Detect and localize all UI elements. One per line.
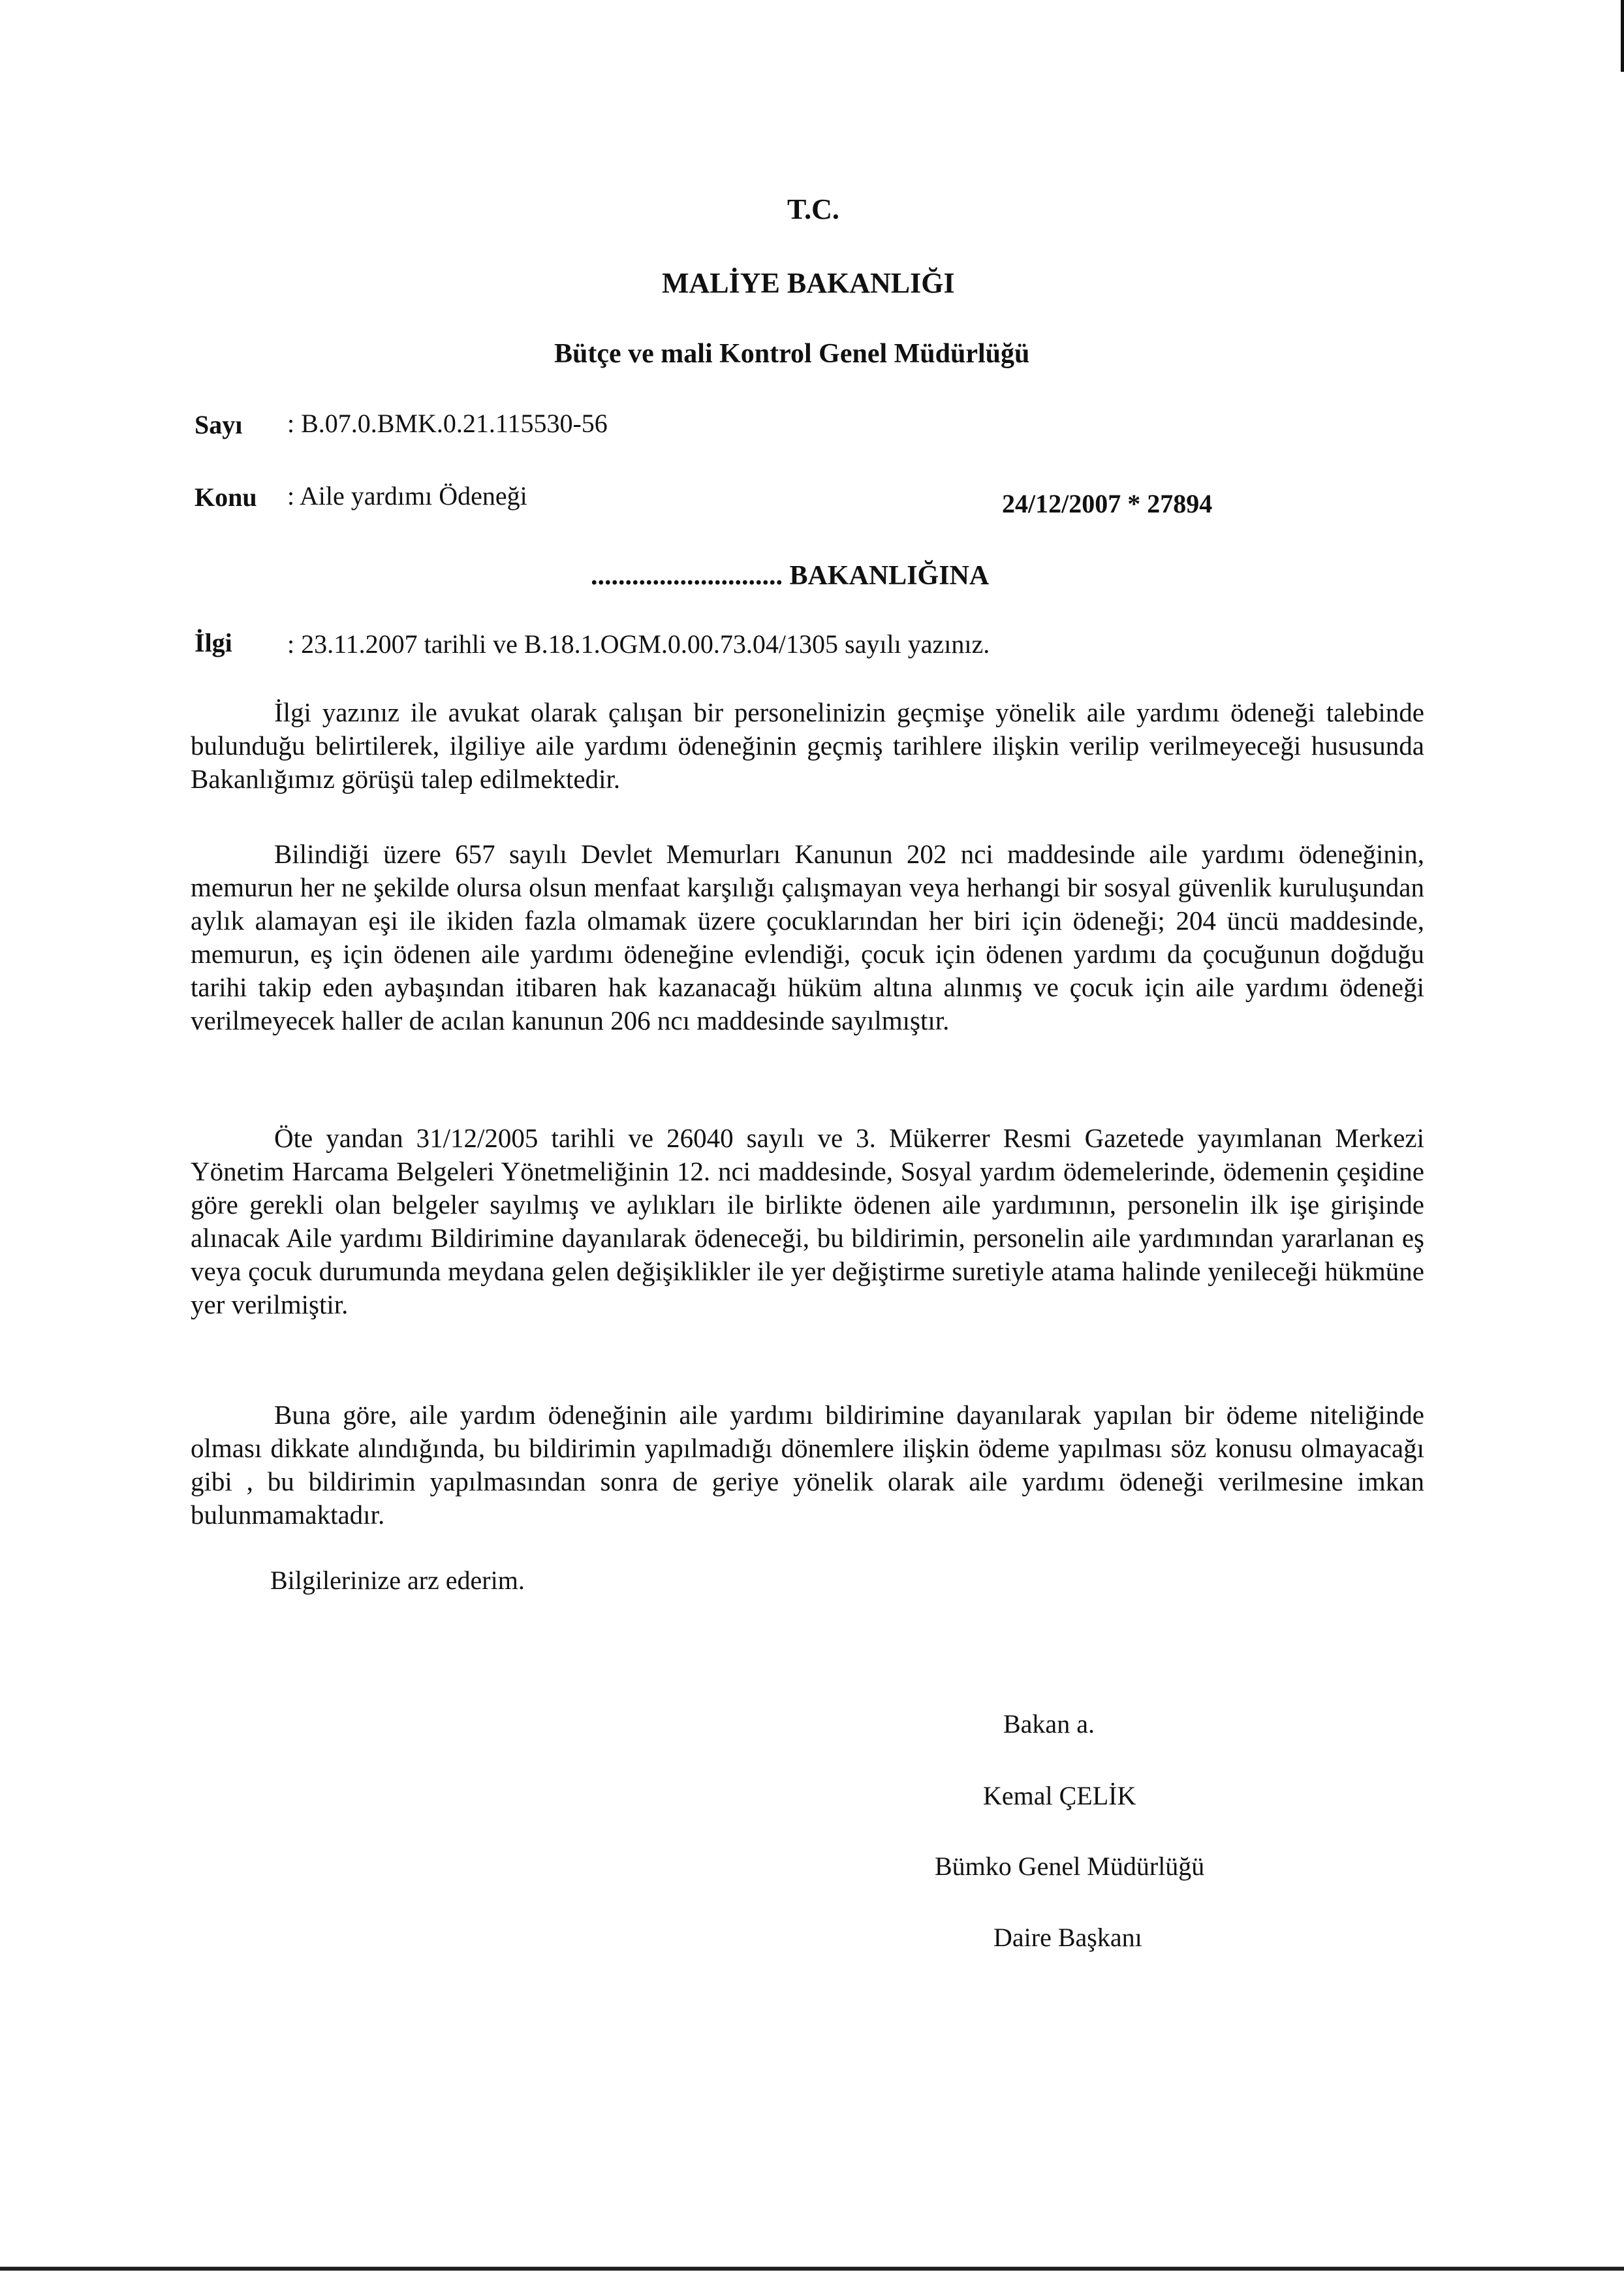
paragraph-2: Bilindiği üzere 657 sayılı Devlet Memurları Kanunun 202 nci maddesinde aile yardımı ödeneğinin, memurun her ne şekilde olursa olsun menfaat karşılığı çalışmayan veya herhangi bir sosyal güvenlik kuruluşundan aylık alamayan eşi ile ikiden fazla olmamak üzere çocuklarından her biri için ödeneği; 204 üncü maddesinde, memurun, eş için ödenen aile yardımı ödeneğine evlendiği, çocuk için ödenen yardımı da çocuğunun doğduğu tarihi takip eden aybaşından itibaren hak kazanacağı hüküm altına alınmış ve çocuk için aile yardımı ödeneği verilmeyecek haller de acılan kanunun 206 ncı maddesinde sayılmıştır. [191, 839, 1424, 1035]
signature-bakan: Bakan a. [1003, 1709, 1095, 1739]
paragraph-1: İlgi yazınız ile avukat olarak çalışan bir personelinizin geçmişe yönelik aile yardımı ödeneği talebinde bulunduğu belirtilerek, ilgiliye aile yardımı ödeneğinin geçmiş tarihlere ilişkin verilip verilmeyeceği hususunda Bakanlığımız görüşü talep edilmektedir. [191, 697, 1424, 794]
paragraph-3: Öte yandan 31/12/2005 tarihli ve 26040 sayılı ve 3. Mükerrer Resmi Gazetede yayımlanan Merkezi Yönetim Harcama Belgeleri Yönetmeliğinin 12. nci maddesinde, Sosyal yardım ödemelerinde, ödemenin çeşidine göre gerekli olan belgeler sayılmış ve aylıkları ile birlikte ödenen aile yardımının, personelin ilk işe girişinde alınacak Aile yardımı Bildirimine dayanılarak ödeneceği, bu bildirimin, personelin aile yardımından yararlanan eş veya çocuk durumunda meydana gelen değişiklikler ile yer değiştirme suretiyle atama halinde yenileceği hükmüne yer verilmiştir. [191, 1123, 1424, 1319]
header-department: Bütçe ve mali Kontrol Genel Müdürlüğü [554, 339, 1030, 369]
scan-edge-mark [1621, 0, 1624, 72]
recipient: ............................ BAKANLIĞINA [591, 561, 990, 591]
konu-label: Konu [195, 482, 257, 512]
header-tc: T.C. [787, 193, 839, 225]
scan-bottom-edge [0, 2267, 1624, 2271]
sayi-label: Sayı [195, 410, 243, 439]
signature-name: Kemal ÇELİK [983, 1781, 1136, 1810]
date-reference: 24/12/2007 * 27894 [1002, 489, 1213, 518]
closing-line: Bilgilerinize arz ederim. [270, 1566, 525, 1595]
signature-title: Daire Başkanı [993, 1923, 1142, 1952]
sayi-value: : B.07.0.BMK.0.21.115530-56 [287, 409, 608, 438]
paragraph-4: Buna göre, aile yardım ödeneğinin aile yardımı bildirimine dayanılarak yapılan bir ödeme niteliğinde olması dikkate alındığında, bu bildirimin yapılmadığı dönemlere ilişkin ödeme yapılması söz konusu olmayacağı gibi , bu bildirimin yapılmasından sonra de geriye yönelik olarak aile yardımı ödeneği verilmesine imkan bulunmamaktadır. [191, 1400, 1424, 1530]
konu-value: : Aile yardımı Ödeneği [287, 481, 527, 511]
header-ministry: MALİYE BAKANLIĞI [662, 267, 955, 299]
ilgi-label: İlgi [195, 628, 232, 657]
ilgi-value: : 23.11.2007 tarihli ve B.18.1.OGM.0.00.73.04/1305 sayılı yazınız. [287, 629, 990, 659]
signature-unit: Bümko Genel Müdürlüğü [935, 1852, 1205, 1881]
